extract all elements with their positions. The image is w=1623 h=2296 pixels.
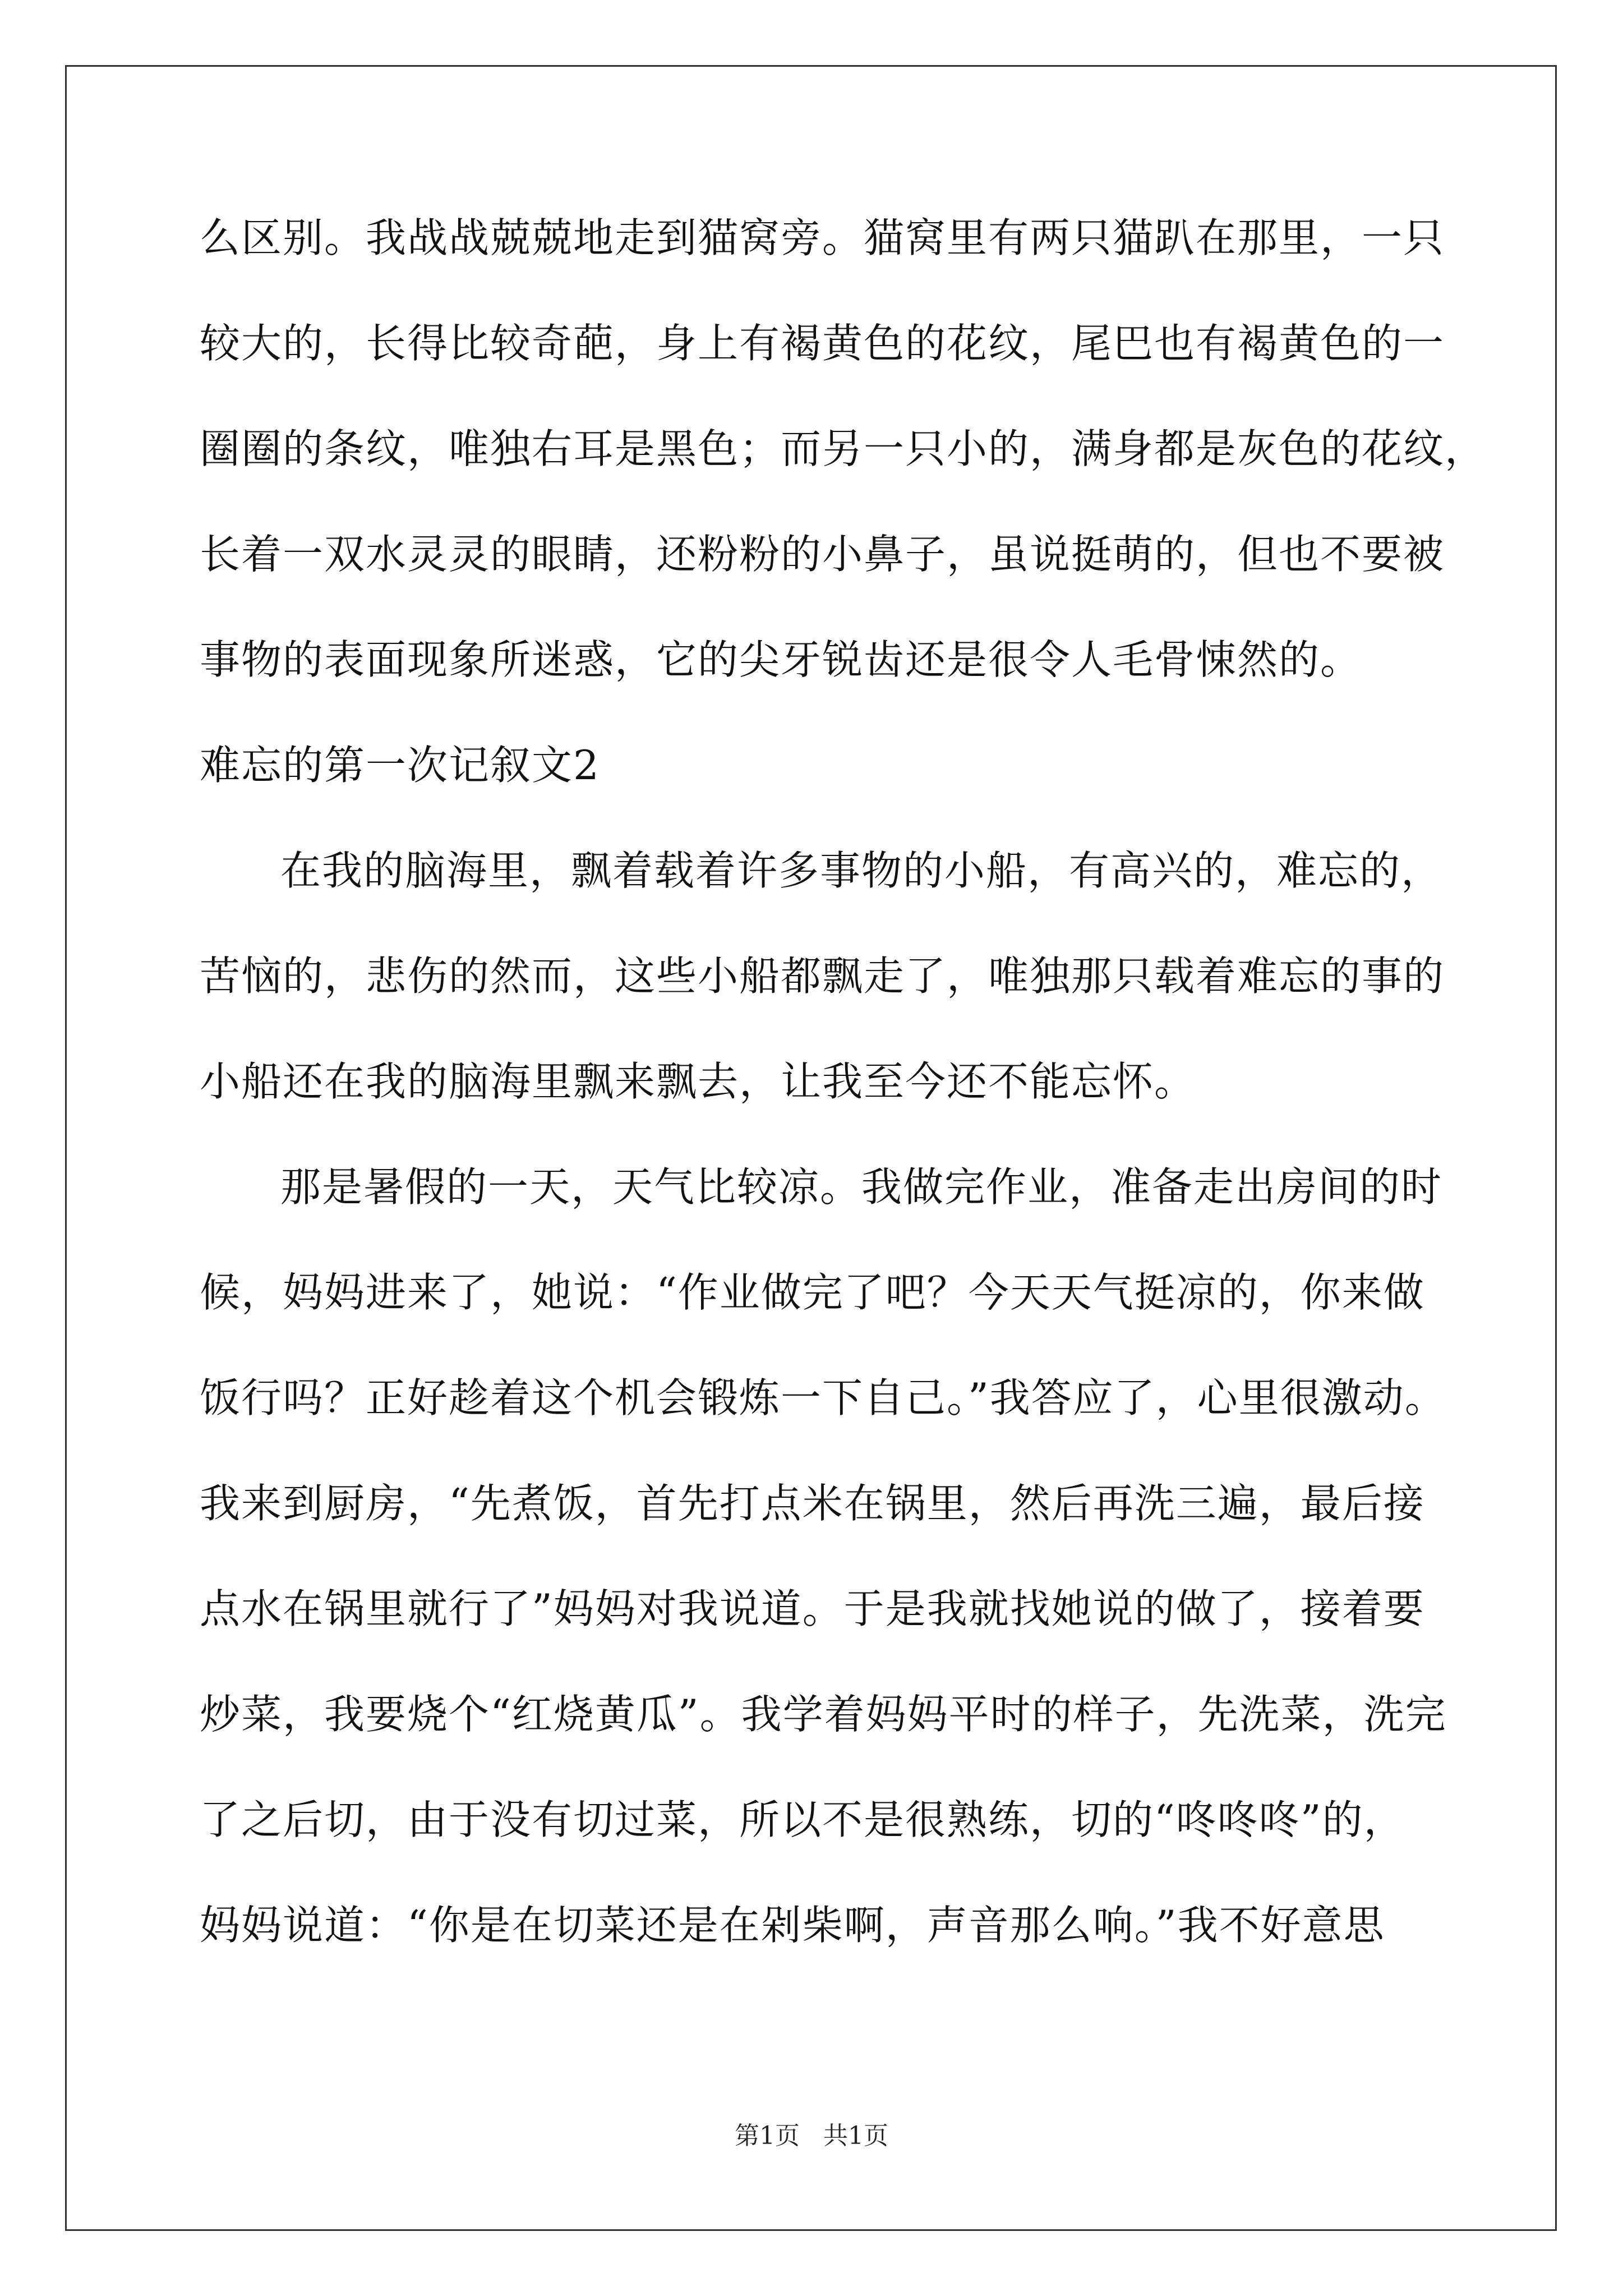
body-line: 点水在锅里就行了”妈妈对我说道。于是我就找她说的做了，接着要 <box>200 1585 1425 1632</box>
body-line: 候，妈妈进来了，她说：“作业做完了吧？今天天气挺凉的，你来做 <box>200 1269 1425 1316</box>
page-total: 共1页 <box>823 2122 888 2150</box>
body-line: 圈圈的条纹，唯独右耳是黑色；而另一只小的，满身都是灰色的花纹， <box>200 425 1487 472</box>
body-line: 我来到厨房，“先煮饭，首先打点米在锅里，然后再洗三遍，最后接 <box>200 1480 1425 1527</box>
page-number: 第1页 <box>735 2122 800 2150</box>
section-heading: 难忘的第一次记叙文2 <box>200 742 600 789</box>
body-line: 长着一双水灵灵的眼睛，还粉粉的小鼻子，虽说挺萌的，但也不要被 <box>200 531 1445 578</box>
body-line: 事物的表面现象所迷惑，它的尖牙锐齿还是很令人毛骨悚然的。 <box>200 636 1362 683</box>
document-body <box>200 185 1487 1978</box>
body-line: 苦恼的，悲伤的然而，这些小船都飘走了，唯独那只载着难忘的事的 <box>200 953 1445 1000</box>
body-line: 那是暑假的一天，天气比较凉。我做完作业，准备走出房间的时 <box>280 1163 1443 1211</box>
body-line: 炒菜，我要烧个“红烧黄瓜”。我学着妈妈平时的样子，先洗菜，洗完 <box>200 1691 1447 1738</box>
body-line: 较大的，长得比较奇葩，身上有褐黄色的花纹，尾巴也有褐黄色的一 <box>200 320 1445 367</box>
body-line: 在我的脑海里，飘着载着许多事物的小船，有高兴的，难忘的， <box>280 847 1443 894</box>
body-line: 么区别。我战战兢兢地走到猫窝旁。猫窝里有两只猫趴在那里，一只 <box>200 214 1445 261</box>
page-footer <box>0 2119 1623 2153</box>
body-line: 饭行吗？正好趁着这个机会锻炼一下自己。”我答应了，心里很激动。 <box>200 1374 1446 1421</box>
body-line: 妈妈说道：“你是在切菜还是在剁柴啊，声音那么响。”我不好意思 <box>200 1902 1385 1949</box>
body-line: 小船还在我的脑海里飘来飘去，让我至今还不能忘怀。 <box>200 1058 1196 1105</box>
body-line: 了之后切，由于没有切过菜，所以不是很熟练，切的“咚咚咚”的， <box>200 1796 1405 1843</box>
